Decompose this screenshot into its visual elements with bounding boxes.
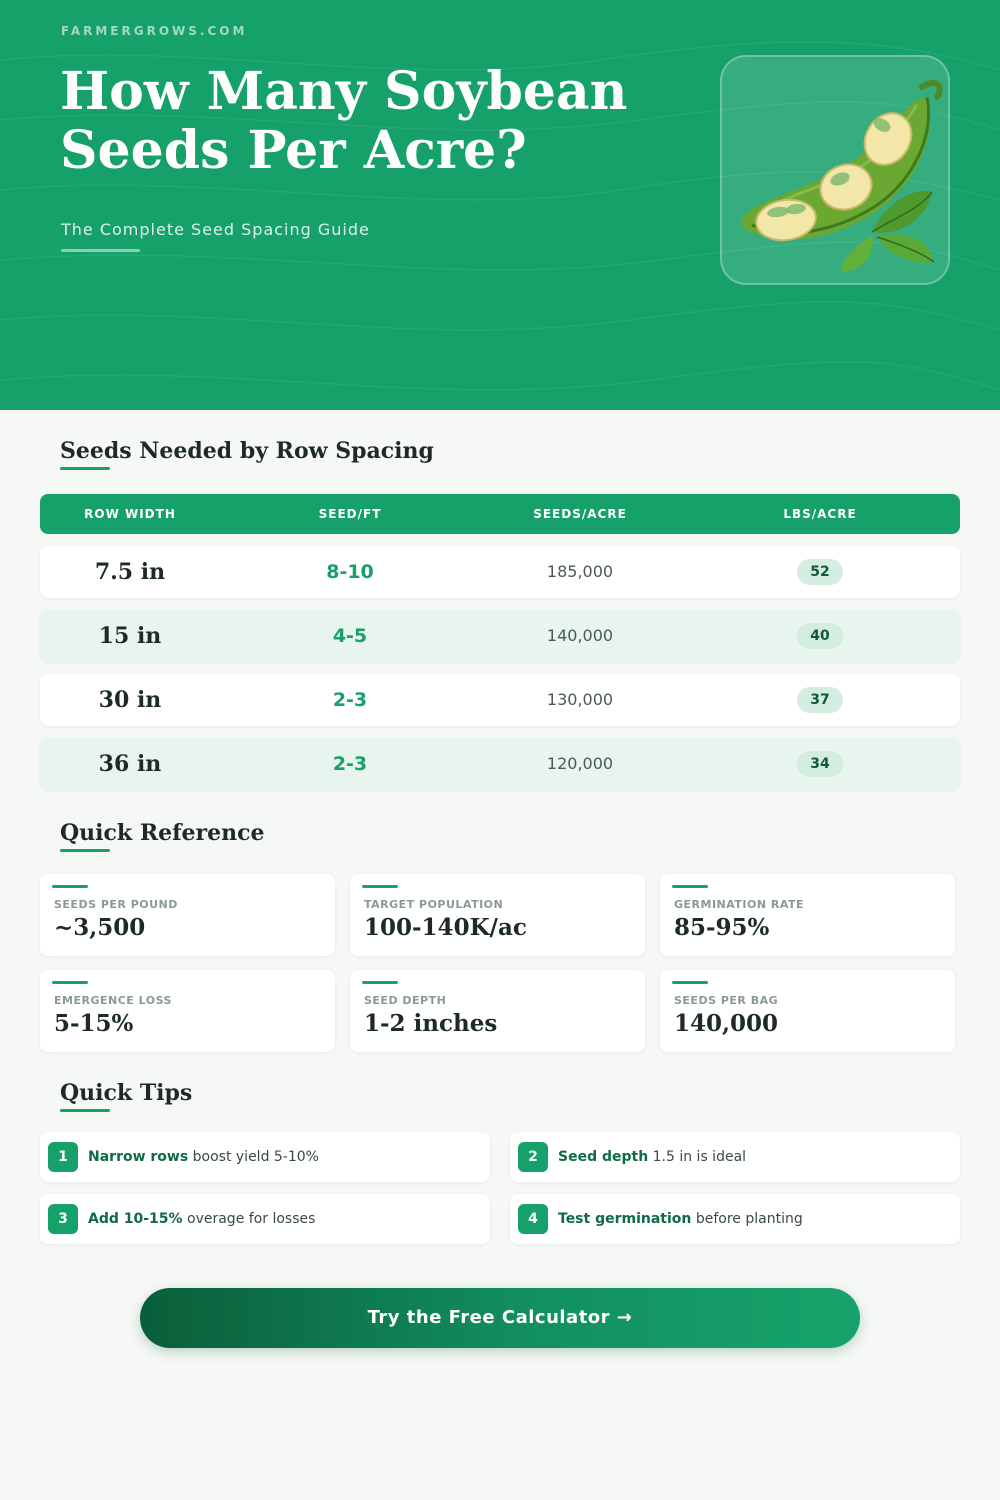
tip-item [510, 1194, 960, 1244]
lbs-per-acre-badge: 40 [797, 623, 843, 649]
tip-item [510, 1132, 960, 1182]
lbs-per-acre-badge: 52 [797, 559, 843, 585]
tip-highlight: Test germination [558, 1211, 692, 1227]
tip-text [558, 1194, 803, 1244]
seed-per-foot-cell: 8-10 [326, 561, 374, 583]
section-title-row-spacing: Seeds Needed by Row Spacing [60, 438, 434, 464]
card-accent [52, 885, 88, 888]
tip-highlight: Add 10-15% [88, 1211, 183, 1227]
stat-card-seeds-per-bag [660, 970, 955, 1052]
seed-per-foot-cell: 2-3 [332, 753, 368, 775]
card-accent [52, 981, 88, 984]
seeds-per-acre-cell: 185,000 [546, 562, 614, 581]
card-accent [362, 981, 398, 984]
tip-item [40, 1194, 490, 1244]
stat-value: 1-2 inches [364, 1010, 498, 1037]
stat-label: SEEDS PER BAG [674, 994, 779, 1007]
tip-highlight: Narrow rows [88, 1149, 189, 1165]
card-accent [672, 885, 708, 888]
stat-value: 5-15% [54, 1010, 134, 1037]
tip-detail: overage for losses [182, 1211, 316, 1227]
hero-banner [0, 0, 1000, 410]
column-header-lbs-acre: LBS/ACRE [783, 507, 857, 521]
tip-highlight: Seed depth [558, 1149, 649, 1165]
stat-label: GERMINATION RATE [674, 898, 805, 911]
soybean-pod-icon [720, 55, 950, 285]
tip-detail: boost yield 5-10% [188, 1149, 319, 1165]
lbs-per-acre-badge: 37 [797, 687, 843, 713]
table-row [40, 738, 960, 790]
stat-value: 85-95% [674, 914, 770, 941]
stat-value: ~3,500 [54, 914, 146, 941]
row-width-cell: 36 in [98, 751, 162, 777]
tip-text [558, 1132, 746, 1182]
table-header [40, 494, 960, 534]
seed-per-foot-cell: 4-5 [332, 625, 368, 647]
seeds-per-acre-cell: 130,000 [546, 690, 614, 709]
stat-card-seeds-per-pound [40, 874, 335, 956]
stat-card-germination-rate [660, 874, 955, 956]
lbs-per-acre-badge: 34 [797, 751, 843, 777]
section-title-quick-reference: Quick Reference [60, 820, 265, 846]
stat-label: TARGET POPULATION [364, 898, 504, 911]
table-row [40, 610, 960, 662]
seed-per-foot-cell: 2-3 [332, 689, 368, 711]
free-calculator-button[interactable]: Try the Free Calculator → [140, 1288, 860, 1348]
card-accent [672, 981, 708, 984]
stat-card-emergence-loss [40, 970, 335, 1052]
tip-text [88, 1132, 319, 1182]
tip-item [40, 1132, 490, 1182]
column-header-seed-ft: SEED/FT [318, 507, 382, 521]
card-accent [362, 885, 398, 888]
tip-number-badge: 3 [48, 1204, 78, 1234]
stat-label: SEED DEPTH [364, 994, 447, 1007]
brand-name: FARMERGROWS.COM [61, 24, 248, 38]
tip-detail: before planting [691, 1211, 803, 1227]
column-header-row-width: ROW WIDTH [84, 507, 176, 521]
tip-text [88, 1194, 315, 1244]
stat-label: SEEDS PER POUND [54, 898, 178, 911]
stat-label: EMERGENCE LOSS [54, 994, 172, 1007]
tip-number-badge: 2 [518, 1142, 548, 1172]
section-underline [60, 467, 110, 470]
row-width-cell: 7.5 in [94, 559, 166, 585]
seeds-per-acre-cell: 120,000 [546, 754, 614, 773]
page-subtitle: The Complete Seed Spacing Guide [61, 220, 370, 239]
section-underline [60, 849, 110, 852]
table-row [40, 546, 960, 598]
stat-card-target-population [350, 874, 645, 956]
table-row [40, 674, 960, 726]
page-title: How Many Soybean Seeds Per Acre? [60, 61, 628, 181]
tip-number-badge: 4 [518, 1204, 548, 1234]
seeds-per-acre-cell: 140,000 [546, 626, 614, 645]
row-width-cell: 15 in [98, 623, 162, 649]
section-title-quick-tips: Quick Tips [60, 1080, 193, 1106]
section-underline [60, 1109, 110, 1112]
column-header-seeds-acre: SEEDS/ACRE [533, 507, 627, 521]
stat-card-seed-depth [350, 970, 645, 1052]
tip-number-badge: 1 [48, 1142, 78, 1172]
subtitle-underline [61, 249, 140, 252]
row-width-cell: 30 in [98, 687, 162, 713]
stat-value: 140,000 [674, 1010, 779, 1037]
tip-detail: 1.5 in is ideal [648, 1149, 747, 1165]
stat-value: 100-140K/ac [364, 914, 527, 941]
